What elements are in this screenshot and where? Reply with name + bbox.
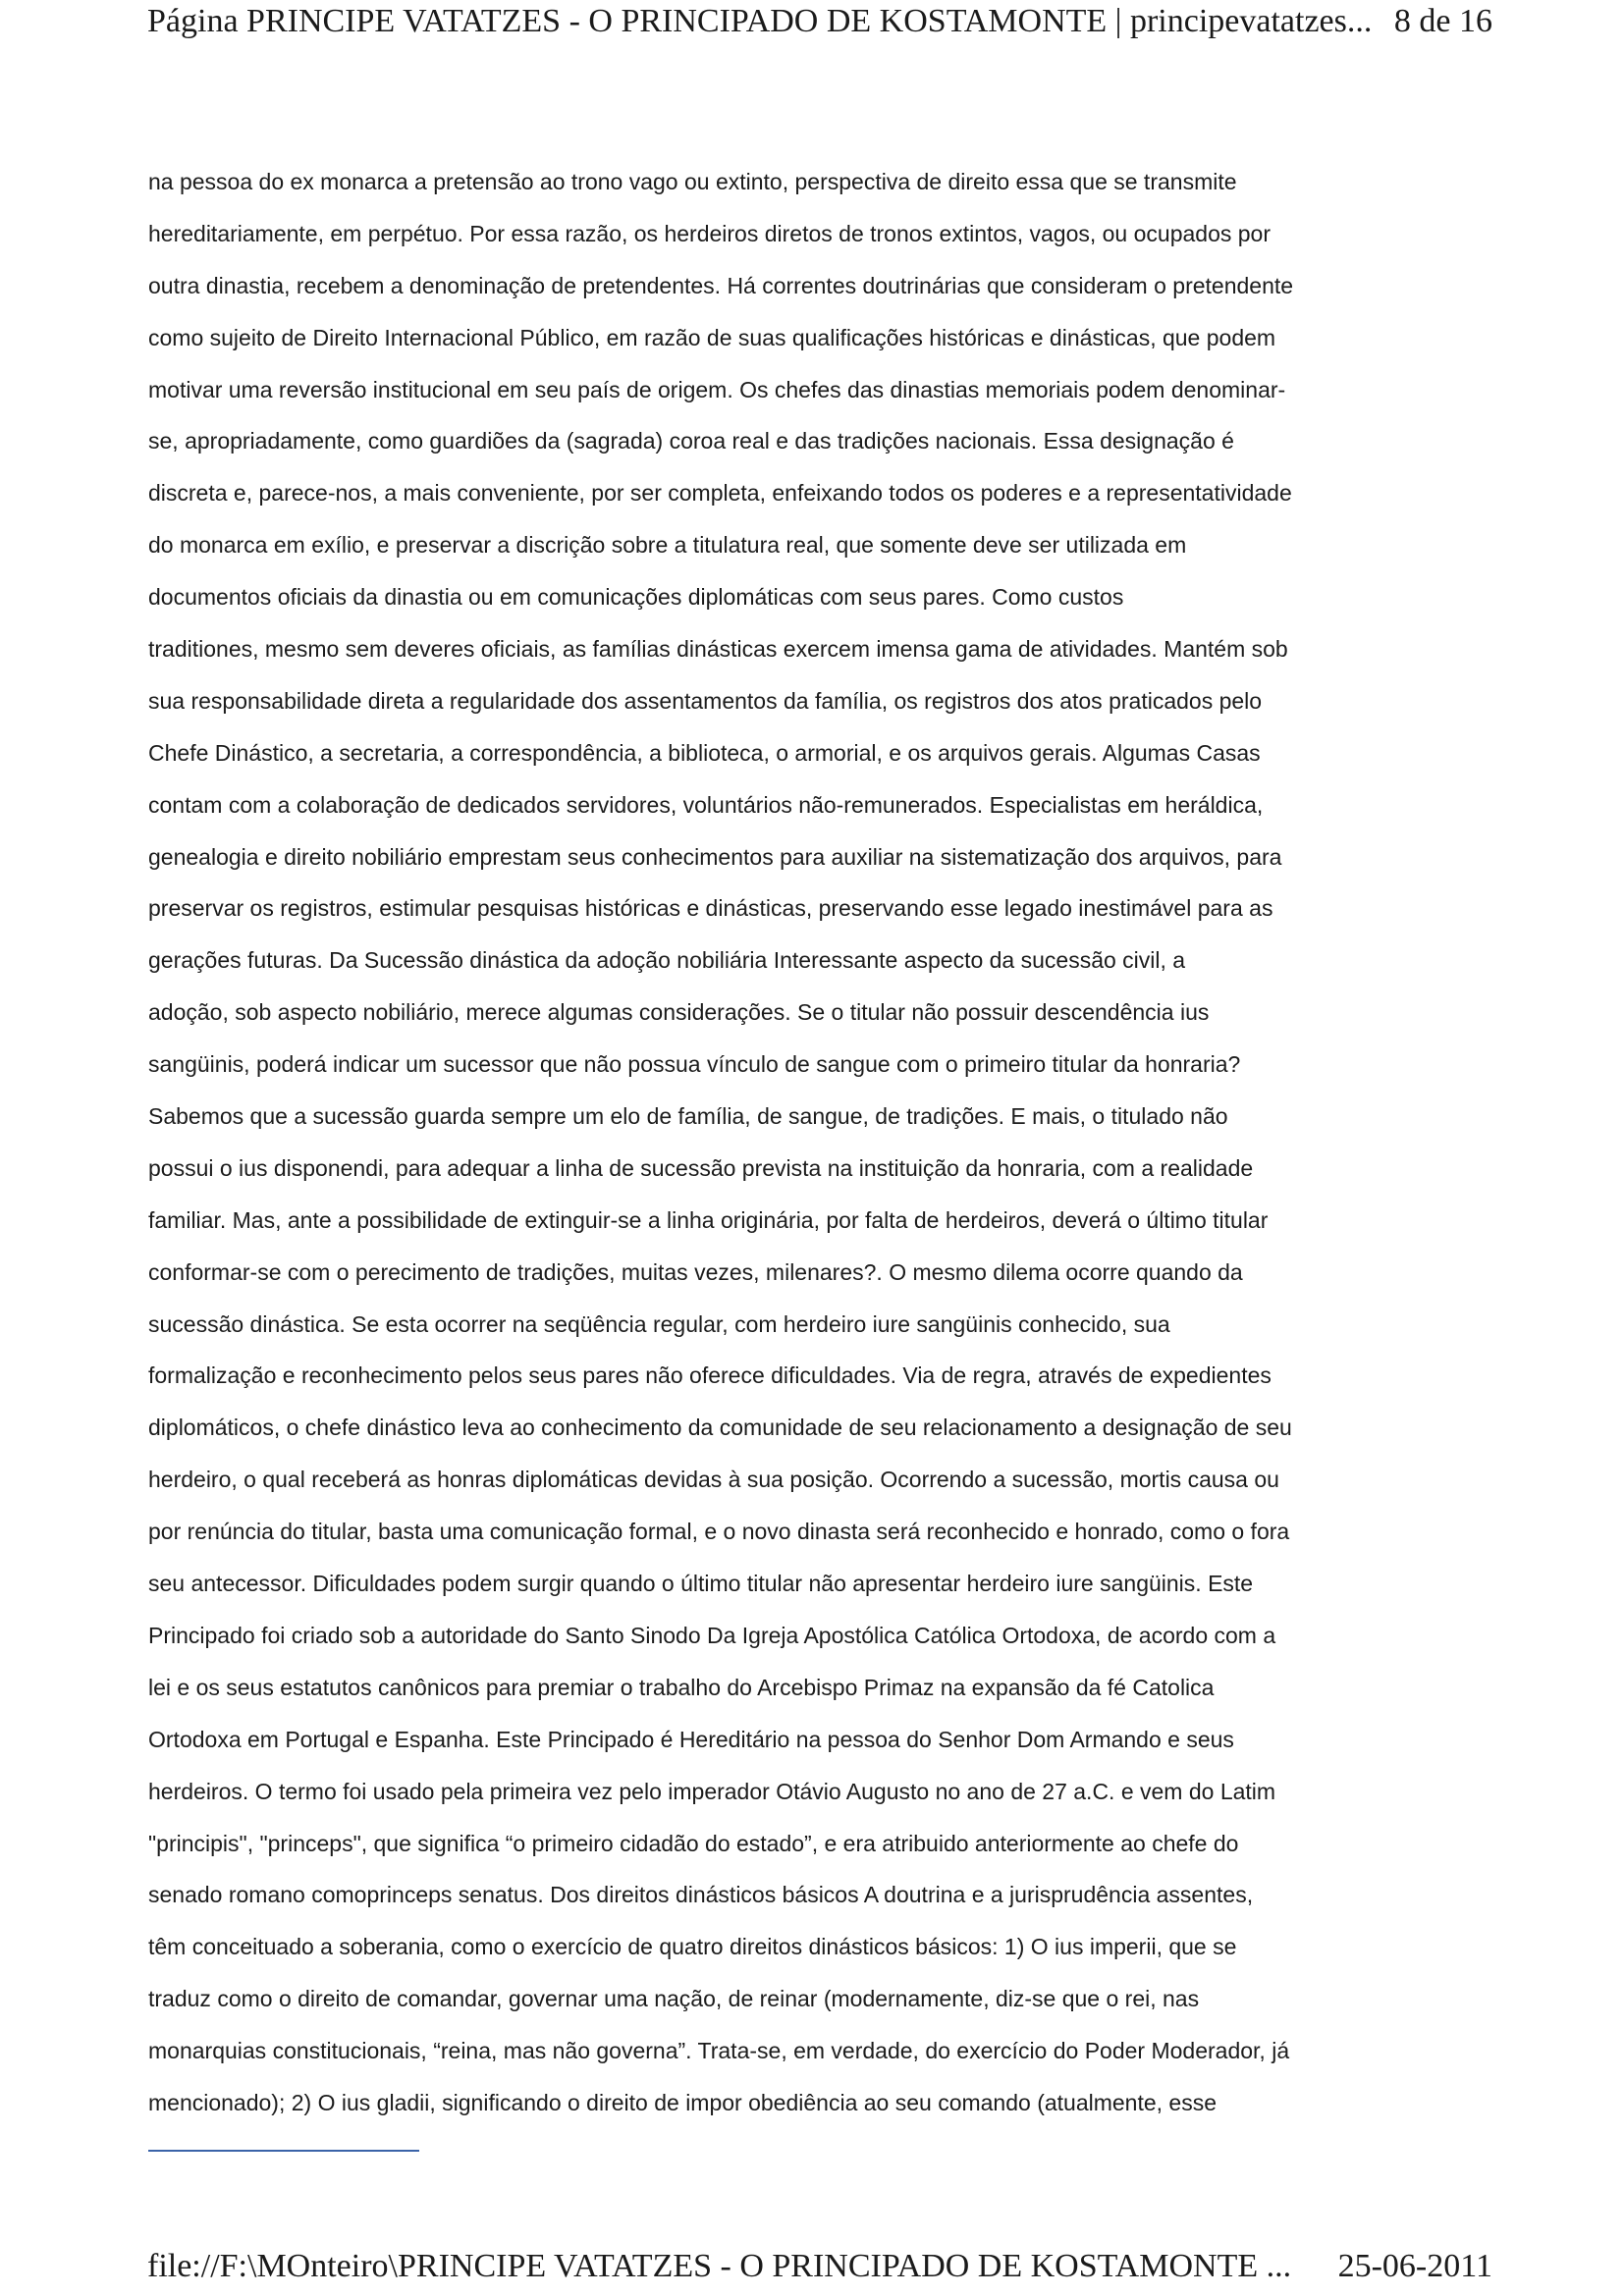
text-line: se, apropriadamente, como guardiões da (sagrada) coroa real e das tradições nacionais. Essa designação é bbox=[148, 428, 1234, 454]
text-line: Principado foi criado sob a autoridade do Santo Sinodo Da Igreja Apostólica Católica Ortodoxa, de acordo com a bbox=[148, 1622, 1276, 1648]
text-line: "principis", "princeps", que significa “o primeiro cidadão do estado”, e era atribuido anteriormente ao chefe do bbox=[148, 1830, 1239, 1856]
text-line: têm conceituado a soberania, como o exercício de quatro direitos dinásticos básicos: 1) O ius imperii, que se bbox=[148, 1934, 1237, 1960]
text-line: conformar-se com o perecimento de tradições, muitas vezes, milenares?. O mesmo dilema ocorre quando da bbox=[148, 1258, 1243, 1285]
text-line: como sujeito de Direito Internacional Público, em razão de suas qualificações históricas e dinásticas, que podem bbox=[148, 324, 1276, 350]
text-line: por renúncia do titular, basta uma comunicação formal, e o novo dinasta será reconhecido e honrado, como o fora bbox=[148, 1519, 1290, 1545]
text-line: herdeiro, o qual receberá as honras diplomáticas devidas à sua posição. Ocorrendo a sucessão, mortis causa ou bbox=[148, 1467, 1279, 1493]
page-header bbox=[147, 2, 1492, 41]
text-line: monarquias constitucionais, “reina, mas não governa”. Trata-se, em verdade, do exercício do Poder Moderador, já bbox=[148, 2038, 1290, 2064]
page-title: Página PRINCIPE VATATZES - O PRINCIPADO DE KOSTAMONTE | principevatatzes... bbox=[147, 3, 1373, 39]
text-line: documentos oficiais da dinastia ou em comunicações diplomáticas com seus pares. Como custos bbox=[148, 584, 1124, 611]
file-path: file://F:\MOnteiro\PRINCIPE VATATZES - O PRINCIPADO DE KOSTAMONTE ... bbox=[147, 2248, 1292, 2284]
text-line: adoção, sob aspecto nobiliário, merece algumas considerações. Se o titular não possuir descendência ius bbox=[148, 999, 1210, 1026]
text-line: familiar. Mas, ante a possibilidade de extinguir-se a linha originária, por falta de herdeiros, deverá o último titular bbox=[148, 1206, 1269, 1233]
text-line: mencionado); 2) O ius gladii, significando o direito de impor obediência ao seu comando (atualmente, esse bbox=[148, 2089, 1218, 2115]
text-line: sua responsabilidade direta a regularidade dos assentamentos da família, os registros dos atos praticados pelo bbox=[148, 687, 1263, 714]
text-line: seu antecessor. Dificuldades podem surgir quando o último titular não apresentar herdeiro iure sangüinis. Este bbox=[148, 1571, 1254, 1597]
text-line: diplomáticos, o chefe dinástico leva ao conhecimento da comunidade de seu relacionamento a designação de seu bbox=[148, 1415, 1292, 1441]
text-line: contam com a colaboração de dedicados servidores, voluntários não-remunerados. Especialistas em heráldica, bbox=[148, 791, 1264, 818]
text-line: Chefe Dinástico, a secretaria, a correspondência, a biblioteca, o armorial, e os arquivos gerais. Algumas Casas bbox=[148, 739, 1261, 766]
text-line: preservar os registros, estimular pesquisas históricas e dinásticas, preservando esse legado inestimável para as bbox=[148, 895, 1273, 922]
text-line: outra dinastia, recebem a denominação de pretendentes. Há correntes doutrinárias que consideram o pretendente bbox=[148, 272, 1294, 298]
text-line: sangüinis, poderá indicar um sucessor que não possua vínculo de sangue com o primeiro titular da honraria? bbox=[148, 1051, 1241, 1078]
text-line: herdeiros. O termo foi usado pela primeira vez pelo imperador Otávio Augusto no ano de 27 a.C. e vem do Latim bbox=[148, 1778, 1276, 1804]
text-line: genealogia e direito nobiliário emprestam seus conhecimentos para auxiliar na sistematização dos arquivos, para bbox=[148, 843, 1282, 870]
text-line: sucessão dinástica. Se esta ocorrer na seqüência regular, com herdeiro iure sangüinis conhecido, sua bbox=[148, 1310, 1170, 1337]
text-line: formalização e reconhecimento pelos seus pares não oferece dificuldades. Via de regra, através de expedientes bbox=[148, 1362, 1272, 1389]
page-footer bbox=[147, 2247, 1492, 2286]
text-line: hereditariamente, em perpétuo. Por essa razão, os herdeiros diretos de tronos extintos, vagos, ou ocupados por bbox=[148, 220, 1271, 246]
page-indicator: 8 de 16 bbox=[1393, 3, 1492, 39]
text-line: traditiones, mesmo sem deveres oficiais, as famílias dinásticas exercem imensa gama de atividades. Mantém sob bbox=[148, 636, 1288, 663]
print-date: 25-06-2011 bbox=[1337, 2248, 1492, 2284]
text-line: motivar uma reversão institucional em seu país de origem. Os chefes das dinastias memoriais podem denominar- bbox=[148, 376, 1286, 402]
text-line: possui o ius disponendi, para adequar a linha de sucessão prevista na instituição da honraria, com a realidade bbox=[148, 1154, 1254, 1181]
text-line: do monarca em exílio, e preservar a discrição sobre a titulatura real, que somente deve ser utilizada em bbox=[148, 532, 1187, 559]
text-line: na pessoa do ex monarca a pretensão ao trono vago ou extinto, perspectiva de direito essa que se transmite bbox=[148, 169, 1237, 194]
text-line: gerações futuras. Da Sucessão dinástica da adoção nobiliária Interessante aspecto da sucessão civil, a bbox=[148, 947, 1186, 974]
document-body bbox=[148, 156, 1484, 2129]
text-line: Sabemos que a sucessão guarda sempre um elo de família, de sangue, de tradições. E mais, o titulado não bbox=[148, 1103, 1228, 1130]
text-line: senado romano comoprinceps senatus. Dos direitos dinásticos básicos A doutrina e a jurisprudência assentes, bbox=[148, 1882, 1254, 1908]
text-line: lei e os seus estatutos canônicos para premiar o trabalho do Arcebispo Primaz na expansão da fé Catolica bbox=[148, 1674, 1215, 1700]
footnote-divider bbox=[148, 2150, 419, 2152]
text-line: traduz como o direito de comandar, governar uma nação, de reinar (modernamente, diz-se que o rei, nas bbox=[148, 1986, 1200, 2012]
text-line: Ortodoxa em Portugal e Espanha. Este Principado é Hereditário na pessoa do Senhor Dom Armando e seus bbox=[148, 1726, 1234, 1752]
text-line: discreta e, parece-nos, a mais conveniente, por ser completa, enfeixando todos os poderes e a representatividade bbox=[148, 480, 1292, 507]
